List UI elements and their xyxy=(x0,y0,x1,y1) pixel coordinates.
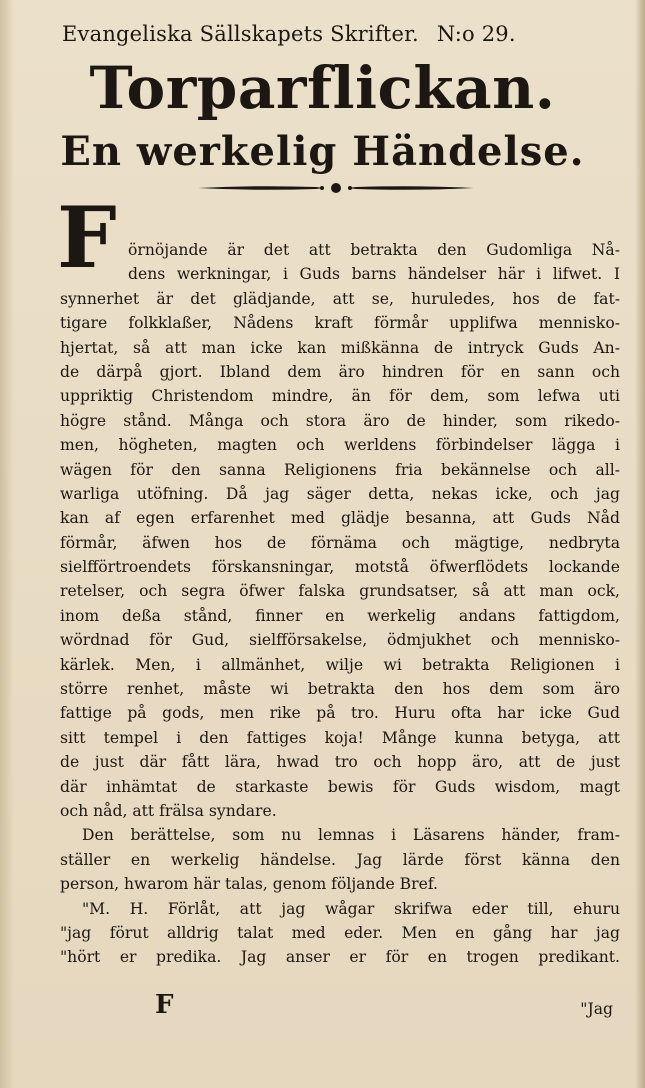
text-line: Den berättelse, som nu lemnas i Läsarens händer, fram- xyxy=(82,826,620,845)
text-line: förmår, äfwen hos de förnäma och mägtige, nedbryta xyxy=(60,533,620,552)
signature-mark: F xyxy=(155,990,174,1020)
series-header xyxy=(62,22,582,46)
text-line: inom deßa stånd, finner en werkelig andans fattigdom, xyxy=(60,606,620,625)
text-line: "jag förut alldrig talat med eder. Men en gång har jag xyxy=(60,923,620,942)
issue-number: N:o 29. xyxy=(436,22,516,46)
page-subtitle: En werkelig Händelse. xyxy=(60,128,585,175)
text-line: "M. H. Förlåt, att jag wågar skrifwa eder till, ehuru xyxy=(82,899,620,918)
text-line: uppriktig Christendom mindre, än för dem, som lefwa uti xyxy=(60,387,620,406)
text-line: större renhet, måste wi betrakta den hos dem som äro xyxy=(60,680,620,699)
text-line: de därpå gjort. Ibland dem äro hindren för en sann och xyxy=(60,362,620,381)
text-line: örnöjande är det att betrakta den Gudomliga Nå- xyxy=(128,241,620,259)
text-line: "hört er predika. Jag anser er för en trogen predikant. xyxy=(60,948,620,967)
catchword: "Jag xyxy=(580,1000,613,1018)
text-line: men, högheten, magten och werldens förbindelser lägga i xyxy=(60,436,620,455)
text-line: hjertat, så att man icke kan mißkänna de intryck Guds An- xyxy=(60,338,620,357)
text-line: person, hwarom här talas, genom följande Bref. xyxy=(60,875,438,894)
text-line: synnerhet är det glädjande, att se, huruledes, hos de fat- xyxy=(60,289,620,308)
divider-ornament xyxy=(196,181,476,195)
text-line: retelser, och segra öfwer falska grundsatser, så att man ock, xyxy=(60,582,620,601)
text-line: wördnad för Gud, sielfförsakelse, ödmjukhet och mennisko- xyxy=(60,631,620,650)
text-line: där inhämtat de starkaste bewis för Guds wisdom, magt xyxy=(60,777,620,796)
body-text xyxy=(60,238,620,970)
text-line: sitt tempel i den fattiges koja! Månge kunna betyga, att xyxy=(60,728,620,747)
text-line: tigare folkklaßer, Nådens kraft förmår upplifwa mennisko- xyxy=(60,314,620,333)
text-line: ställer en werkelig händelse. Jag lärde först känna den xyxy=(60,850,620,869)
drop-cap-initial: F xyxy=(57,188,117,287)
text-line: kärlek. Men, i allmänhet, wilje wi betrakta Religionen i xyxy=(60,655,620,674)
text-line: fattige på gods, men rike på tro. Huru ofta har icke Gud xyxy=(60,704,620,723)
page-title: Torparflickan. xyxy=(89,54,556,122)
text-line: de just där fått lära, hwad tro och hopp äro, att de just xyxy=(60,753,620,772)
text-line: warliga utöfning. Då jag säger detta, nekas icke, och jag xyxy=(60,484,620,503)
text-line: och nåd, att frälsa syndare. xyxy=(60,801,277,820)
text-line: sielfförtroendets förskansningar, motstå öfwerflödets lockande xyxy=(60,558,620,577)
series-title: Evangeliska Sällskapets Skrifter. xyxy=(62,22,419,46)
text-line: dens werkningar, i Guds barns händelser här i lifwet. I xyxy=(128,265,620,284)
text-line: wägen för den sanna Religionens fria bekännelse och all- xyxy=(60,460,620,479)
text-line: högre stånd. Många och stora äro de hinder, som rikedo- xyxy=(60,411,620,430)
text-line: kan af egen erfarenhet med glädje besanna, att Guds Nåd xyxy=(60,509,620,528)
